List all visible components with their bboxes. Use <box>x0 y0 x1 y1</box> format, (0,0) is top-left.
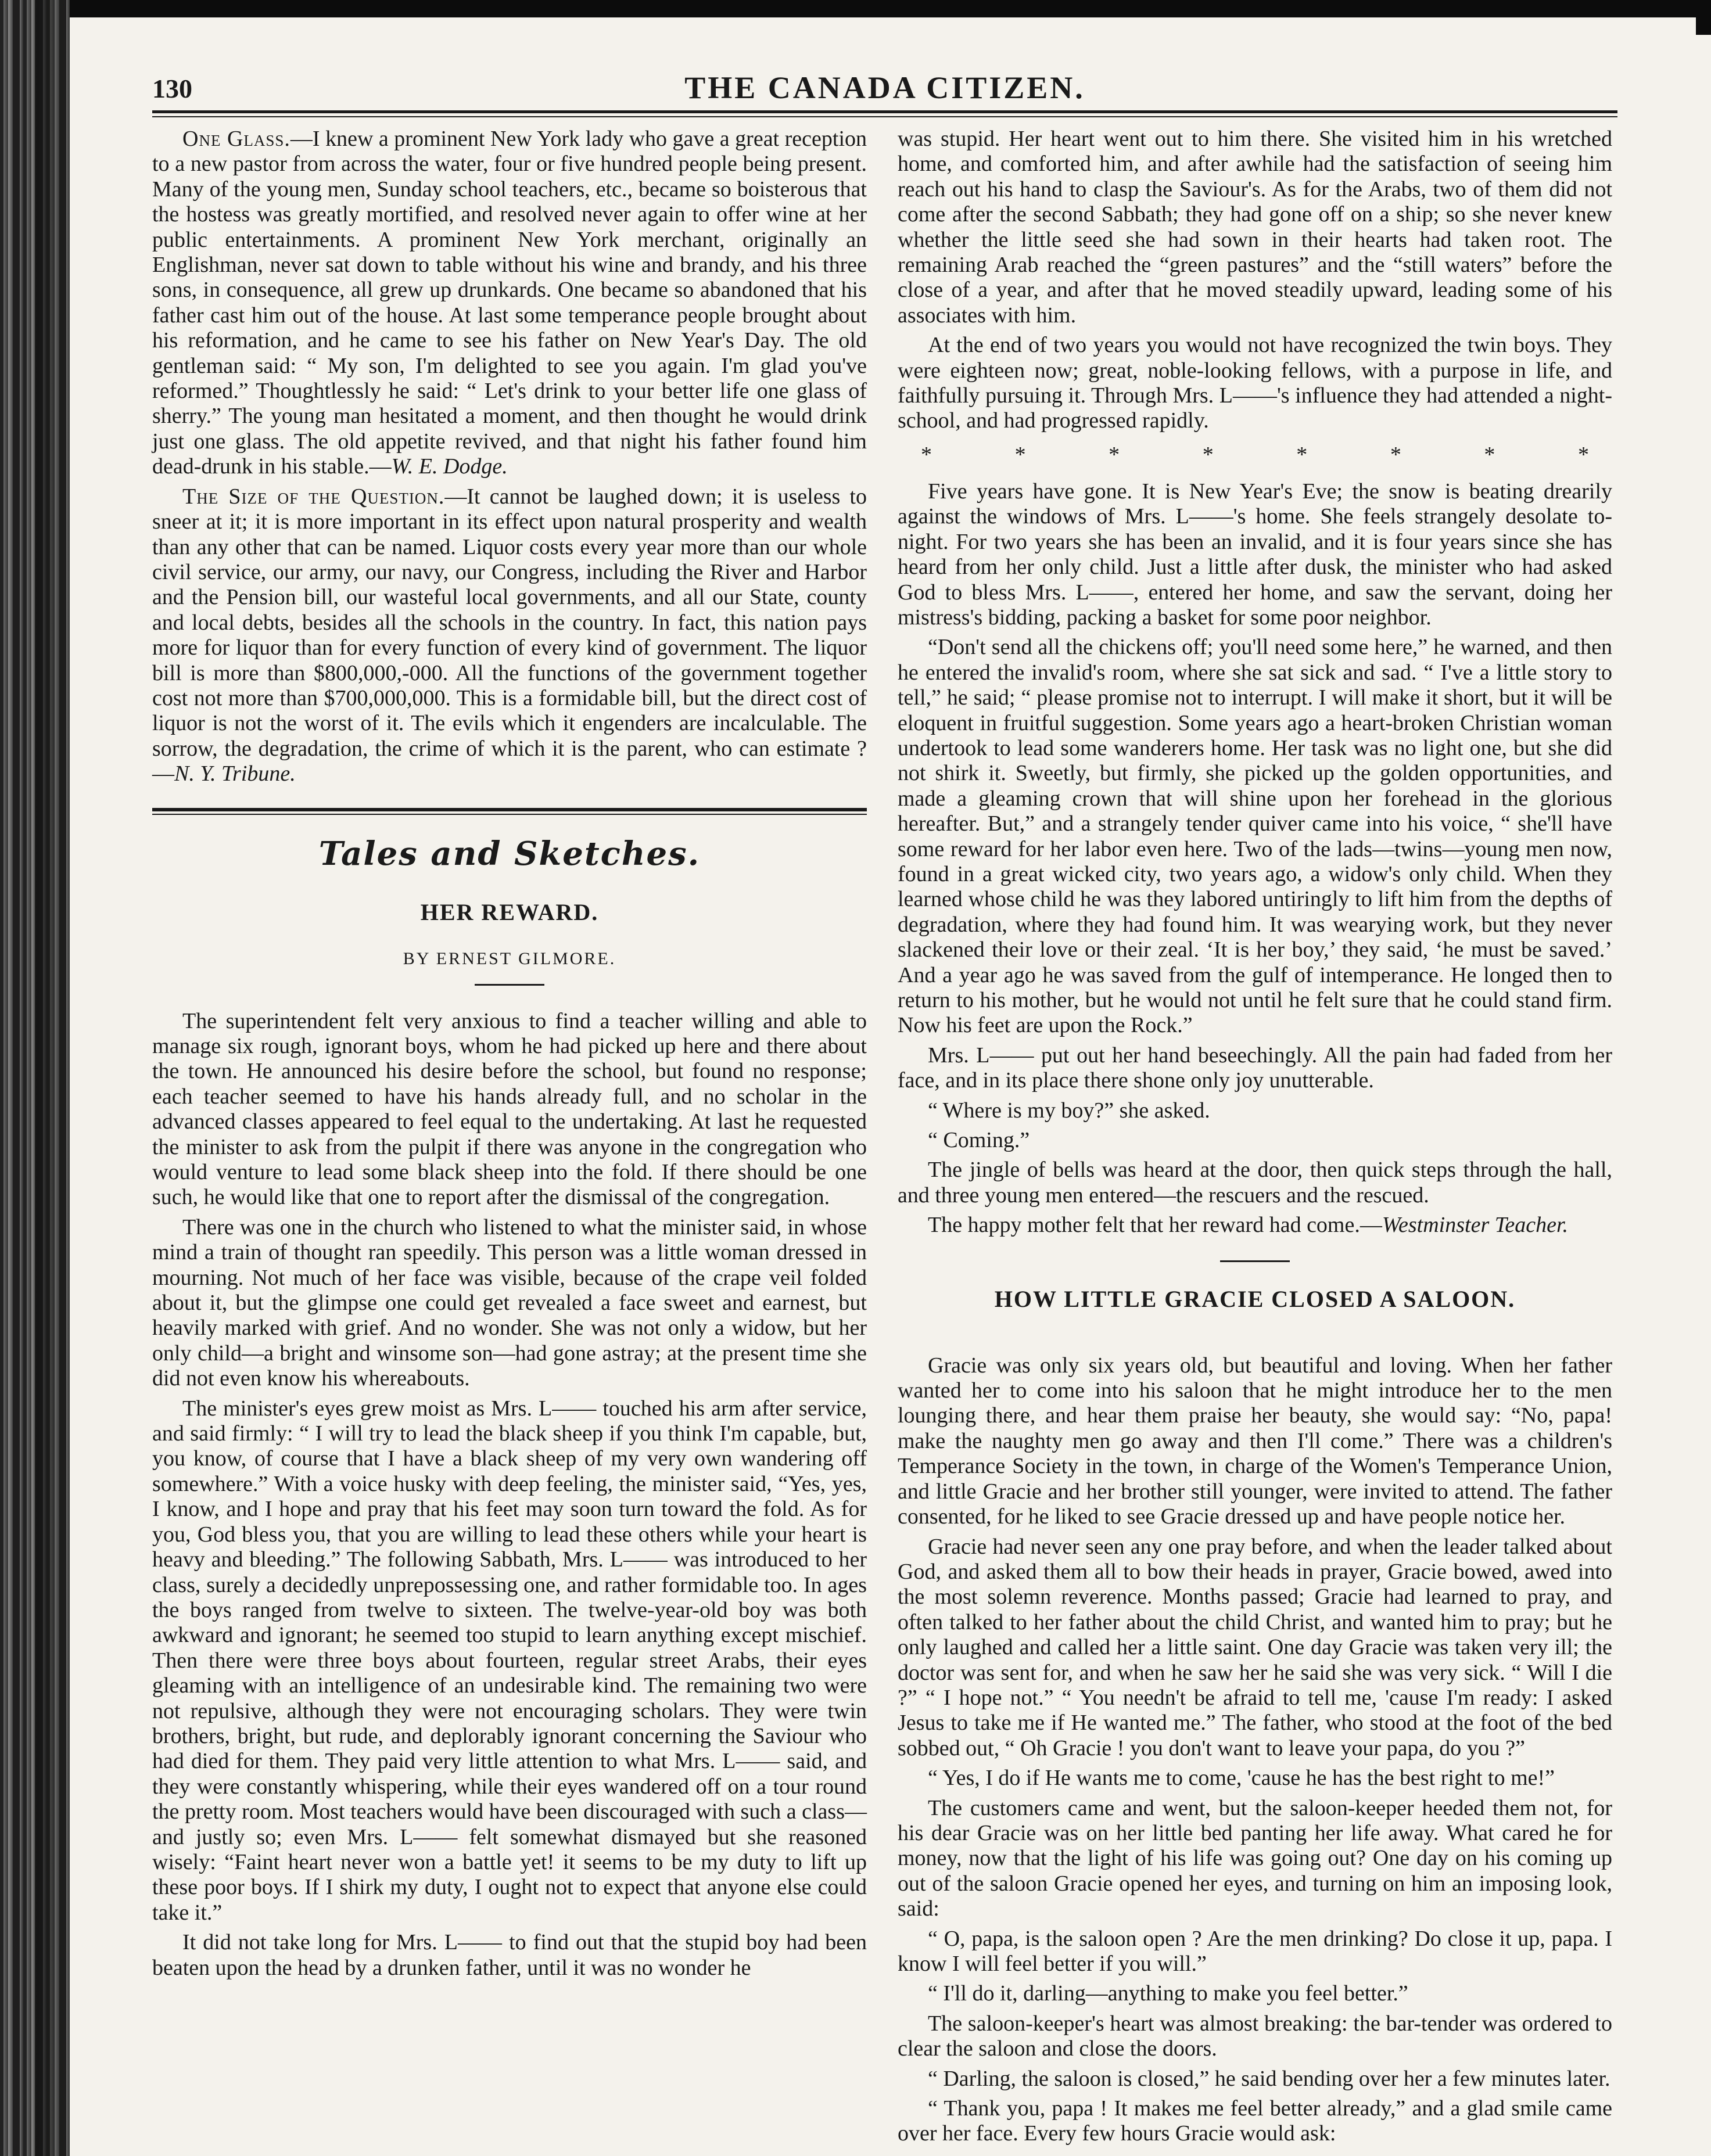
story-source: Westminster Teacher. <box>1382 1213 1569 1238</box>
book-binding-edge <box>0 0 70 2156</box>
story2-paragraph: Gracie was only six years old, but beautiful and loving. When her father wanted her to come into his saloon that he might introduce her to the men lounging there, and hear them praise her beauty, she would say: “No, papa! make the naughty men go away and then I'll come.” There was a children's Temperance Society in the town, in charge of the Women's Temperance Union, and little Gracie and her brother still younger, were invited to attend. The father consented, for he liked to see Gracie dressed up and have people notice her. <box>898 1353 1612 1529</box>
article-lead: The Size of the Question. <box>182 484 445 509</box>
star-mark: * <box>1109 442 1120 467</box>
story-paragraph: There was one in the church who listened to what the minister said, in whose mind a train of thought ran speedily. This person was a little woman dressed in mourning. Not much of her face was visible, because of the crape veil folded about it, but the glimpse one could get revealed a face sweet and earnest, but heavily marked with grief. And no wonder. She was not only a widow, but her only child—a bright and winsome son—had gone astray; at the present time she did not even know his whereabouts. <box>152 1214 867 1391</box>
story-paragraph: At the end of two years you would not have recognized the twin boys. They were eighteen now; great, noble-looking fellows, with a purpose in life, and faithfully pursuing it. Through Mrs. L——'s influence they had attended a night-school, and had progressed rapidly. <box>898 333 1612 433</box>
story-divider <box>1220 1260 1290 1262</box>
byline-rule <box>475 984 544 986</box>
story-paragraph: The superintendent felt very anxious to find a teacher willing and able to manage six rough, ignorant boys, whom he had picked up here and there about the town. He announced his desire before the school, but found no response; each teacher seemed to have his hands already full, and no scholar in the advanced classes appeared to feel equal to the undertaking. At last he requested the minister to ask from the pulpit if there was anyone in the congregation who would venture to lead some black sheep into the fold. If there should be one such, he would like that one to report after the dismissal of the congregation. <box>152 1008 867 1210</box>
corner-scan-mark <box>1696 0 1711 35</box>
star-mark: * <box>921 442 932 467</box>
article-source: W. E. Dodge. <box>391 454 508 479</box>
page-number: 130 <box>152 74 192 103</box>
left-column <box>152 127 867 1985</box>
story2-paragraph: “ Thank you, papa ! It makes me feel better already,” and a glad smile came over her face. Every few hours Gracie would ask: <box>898 2096 1612 2146</box>
section-heading: Tales and Sketches. <box>318 834 701 873</box>
article-text: —I knew a prominent New York lady who gave a great reception to a new pastor from across the water, four or five hundred people being present. Many of the young men, Sunday school teachers, etc., became so boisterous that the hostess was greatly mortified, and resolved never again to offer wine at her public entertainments. A prominent New York merchant, originally an Englishman, never sat down to table without his wine and brandy, and his three sons, in consequence, all grew up drunkards. One became so abandoned that his father cast him out of the house. At last some temperance people brought about his reformation, and he came to see his father on New Year's Day. The old gentleman said: “ My son, I'm delighted to see you again. I'm glad you've reformed.” Thoughtlessly he said: “ Let's drink to your better life one glass of sherry.” The young man hesitated a moment, and then thought he would drink just one glass. The old appetite revived, and that night his father found him dead-drunk in his stable.— <box>152 127 867 479</box>
story2-paragraph: “ I'll do it, darling—anything to make you feel better.” <box>928 1981 1408 2006</box>
spacer <box>898 1243 1612 1260</box>
story2-paragraph: The saloon-keeper's heart was almost breaking: the bar-tender was ordered to clear the saloon and close the doors. <box>898 2011 1612 2061</box>
story2-paragraph: “ Yes, I do if He wants me to come, 'cause he has the best right to me!” <box>928 1766 1555 1791</box>
article-source: N. Y. Tribune. <box>174 761 296 786</box>
star-mark: * <box>1202 442 1214 467</box>
spacer <box>898 1336 1612 1353</box>
story-title: HER REWARD. <box>420 899 599 925</box>
page-header <box>152 69 1617 107</box>
story-paragraph: was stupid. Her heart went out to him there. She visited him in his wretched home, and comforted him, and after awhile had the satisfaction of seeing him reach out his hand to clasp the Saviour's. As for the Arabs, two of them did not come after the second Sabbath; they had gone off on a ship; so she never knew whether the little seed she had sown in their hearts had taken root. The remaining Arab reached the “green pastures” and the “still waters” before the close of a year, and after that he moved steadily upward, leading some of his associates with him. <box>898 127 1612 328</box>
section-stars <box>898 442 1612 468</box>
story-byline: BY ERNEST GILMORE. <box>403 948 616 968</box>
story2-paragraph: “ Darling, the saloon is closed,” he said bending over her a few minutes later. <box>928 2066 1610 2091</box>
story-paragraph: The jingle of bells was heard at the door, then quick steps through the hall, and three young men entered—the rescuers and the rescued. <box>898 1158 1612 1208</box>
story-paragraph: The minister's eyes grew moist as Mrs. L—— touched his arm after service, and said firmly: “ I will try to lead the black sheep if you think I'm capable, but, you know, of course that I have a black sheep of my very own wandering off somewhere.” With a voice husky with deep feeling, the minister said, “Yes, yes, I know, and I hope and pray that his feet may soon turn toward the fold. As for you, God bless you, that you are willing to lead these others while your heart is heavy and bleeding.” The following Sabbath, Mrs. L—— was introduced to her class, surely a decidedly unprepossessing one, and rather formidable too. In ages the boys ranged from twelve to sixteen. The twelve-year-old boy was both awkward and ignorant; he seemed too stupid to learn anything except mischief. Then there were three boys about fourteen, regular street Arabs, their eyes gleaming with an intelligence of an undesirable kind. The remaining two were not repulsive, although they were not encouraging scholars. They were twin brothers, bright, but rude, and deplorably ignorant concerning the Saviour who had died for them. They paid very little attention to what Mrs. L—— said, and they were constantly whispering, while their eyes wandered off on a tour round the pretty room. Most teachers would have been discouraged with such a class—and justly so; even Mrs. L—— felt somewhat dismayed but she reasoned wisely: “Faint heart never won a battle yet! it seems to be my duty to lift up these poor boys. If I shirk my duty, I ought not to expect that anyone else could take it.” <box>152 1396 867 1925</box>
star-mark: * <box>1014 442 1026 467</box>
story-paragraph: “ Where is my boy?” she asked. <box>928 1098 1210 1123</box>
story-paragraph: Five years have gone. It is New Year's Eve; the snow is beating drearily against the windows of Mrs. L——'s home. She feels strangely desolate to-night. For two years she has been an invalid, and it is four years since she has heard from her only child. Just a little after dusk, the minister who had asked God to bless Mrs. L——, entered her home, and saw the servant, doing her mistress's bidding, packing a basket for some poor neighbor. <box>898 479 1612 630</box>
article-lead: One Glass. <box>182 127 290 151</box>
star-mark: * <box>1577 442 1589 467</box>
journal-title: THE CANADA CITIZEN. <box>684 70 1085 105</box>
story-closing-text: The happy mother felt that her reward had come.— <box>928 1213 1382 1238</box>
story-paragraph: It did not take long for Mrs. L—— to find out that the stupid boy had been beaten upon the head by a drunken father, until it was no wonder he <box>152 1930 867 1980</box>
story2-paragraph: “ O, papa, is the saloon open ? Are the men drinking? Do close it up, papa. I know I will feel better if you will.” <box>898 1926 1612 1976</box>
story-closing <box>898 1213 1612 1238</box>
star-mark: * <box>1296 442 1308 467</box>
article-size-of-question <box>152 484 867 787</box>
header-rule-thin <box>152 116 1617 117</box>
story-paragraph: “Don't send all the chickens off; you'll need some here,” he warned, and then he entered the invalid's room, where she sat sick and sad. “ I've a little story to tell,” he said; “ please promise not to interrupt. I will make it short, but it will be eloquent in fruitful suggestion. Some years ago a heart-broken Christian woman undertook to lead some wanderers home. Her task was no light one, but she did not shirk it. Sweetly, but firmly, she picked up the golden opportunities, and made a gleaming crown that will shine upon her forehead in the glorious hereafter. But,” and a strangely tender quiver came into his voice, “ she'll have some reward for her labor even here. Two of the lads—twins—young men now, found in a great wicked city, two years ago, a widow's only child. When they learned whose child he was they labored untiringly to lift him from the depths of degradation, where they had found him. It was wearying work, but they never slackened their love or their zeal. ‘It is her boy,’ they said, ‘he must be saved.’ And a year ago he was saved from the gulf of intemperance. He longed then to return to his mother, but he would not until he felt sure that he could stand firm. Now his feet are upon the Rock.” <box>898 635 1612 1038</box>
article-text: —It cannot be laughed down; it is useless to sneer at it; it is more important in its effect upon natural prosperity and wealth than any other that can be named. Liquor costs every year more than our whole civil service, our army, our navy, our Congress, including the River and Harbor and the Pension bill, our wasteful local governments, and all our State, county and local debts, besides all the schools in the country. In fact, this nation pays more for liquor than for every function of every kind of government. The liquor bill is more than $800,000,-000. All the functions of the government together cost not more than $700,000,000. This is a formidable bill, but the direct cost of liquor is not the worst of it. The evils which it engenders are incalculable. The sorrow, the degradation, the crime of which it is the parent, who can estimate ?— <box>152 484 867 786</box>
story-paragraph: “ Coming.” <box>928 1128 1030 1153</box>
story-paragraph: Mrs. L—— put out her hand beseechingly. All the pain had faded from her face, and in its place there shone only joy unutterable. <box>898 1043 1612 1093</box>
article-one-glass <box>152 127 867 480</box>
right-column <box>898 127 1612 2151</box>
story2-paragraph: Gracie had never seen any one pray before, and when the leader talked about God, and asked them all to bow their heads in prayer, Gracie bowed, awed into the most solemn reverence. Months passed; Gracie had learned to pray, and often talked to her father about the child Christ, and wanted him to pray; but he only laughed and called her a little saint. One day Gracie was taken very ill; the doctor was sent for, and when he saw her he said she was very sick. “ Will I die ?” “ I hope not.” “ You needn't be afraid to tell me, 'cause I'm ready: I asked Jesus to take me if He wanted me.” The father, who stood at the foot of the bed sobbed out, “ Oh Gracie ! you don't want to leave your papa, do you ?” <box>898 1534 1612 1760</box>
star-mark: * <box>1390 442 1401 467</box>
story2-title: HOW LITTLE GRACIE CLOSED A SALOON. <box>994 1285 1516 1312</box>
top-scan-border <box>70 0 1711 17</box>
header-rule-thick <box>152 110 1617 113</box>
story2-paragraph: The customers came and went, but the saloon-keeper heeded them not, for his dear Gracie was on her little bed panting her life away. What cared he for money, now that the light of his life was going out? One day on his coming up out of the saloon Gracie opened her eyes, and turning on him an imposing look, said: <box>898 1795 1612 1921</box>
star-mark: * <box>1484 442 1495 467</box>
section-divider <box>152 808 867 815</box>
